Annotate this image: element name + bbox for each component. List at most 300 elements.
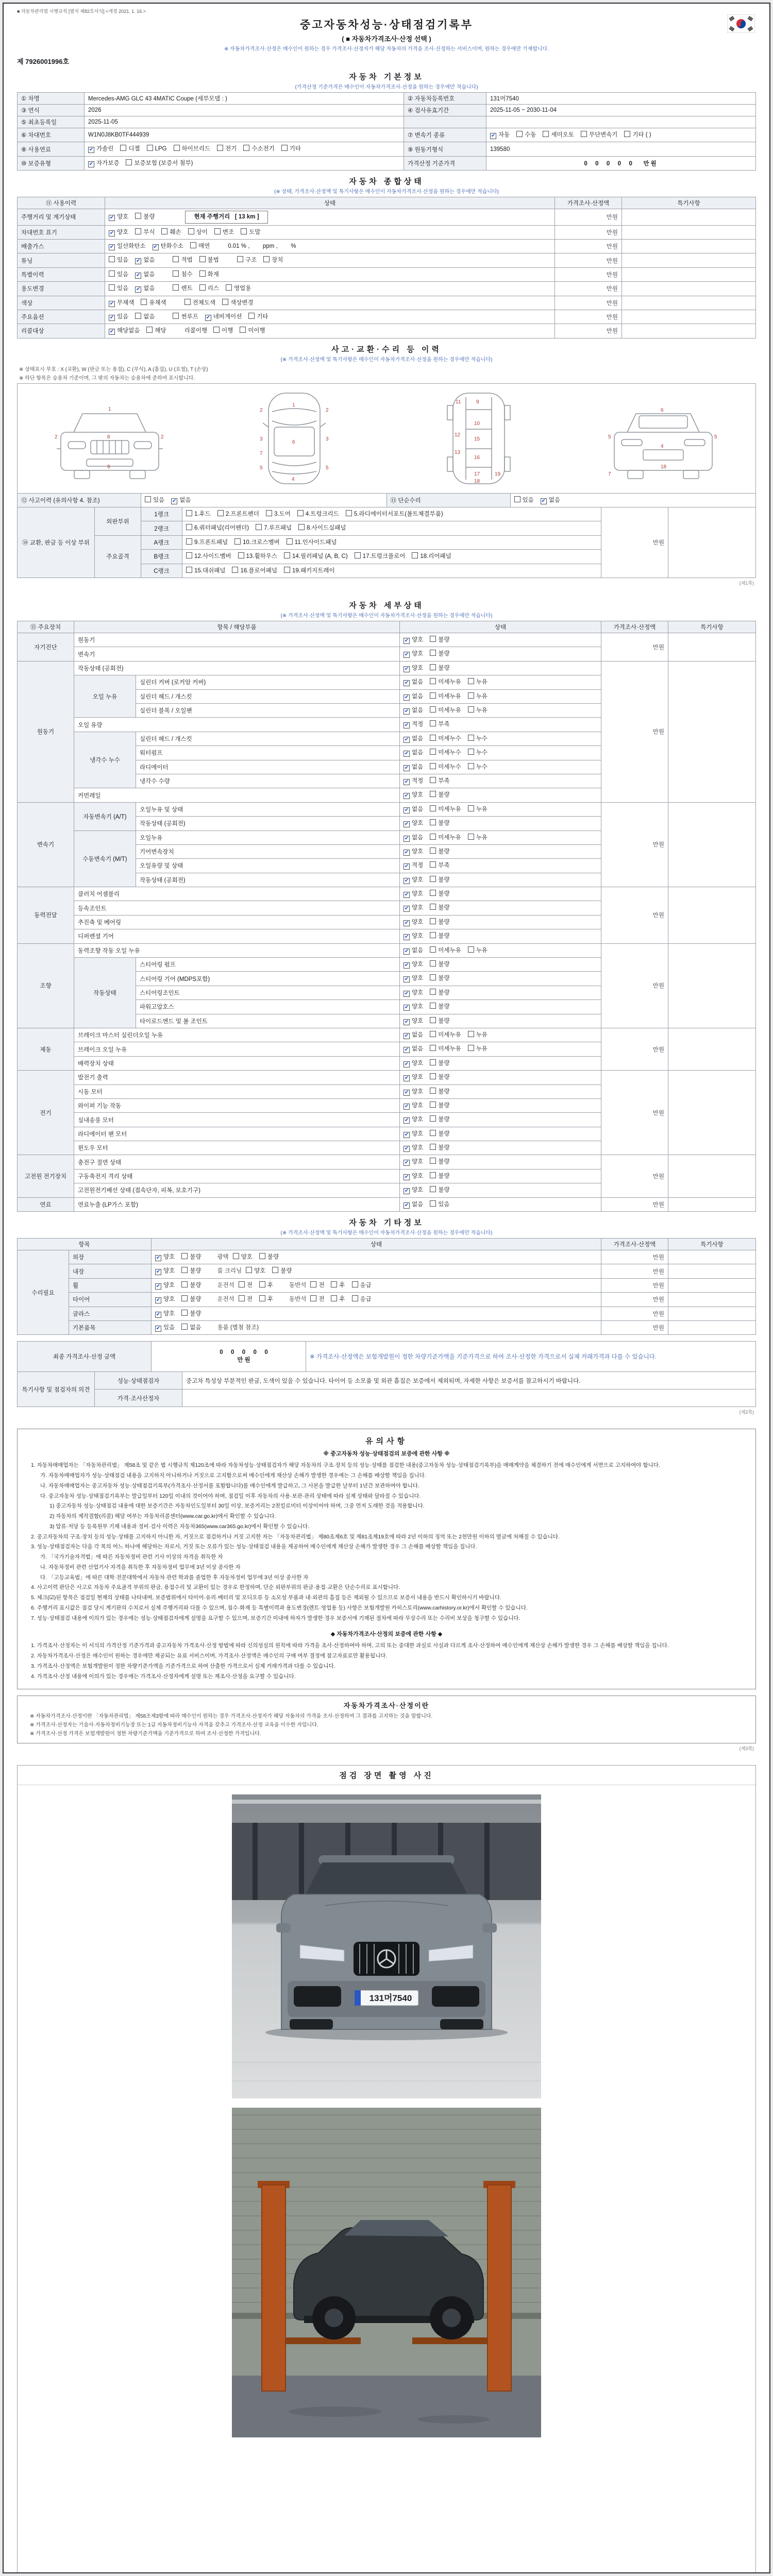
checkbox-option[interactable] bbox=[430, 819, 449, 828]
checkbox-checked[interactable]: ✔ bbox=[404, 1117, 409, 1124]
checkbox-option[interactable] bbox=[246, 1266, 265, 1276]
checkbox-option[interactable] bbox=[430, 1016, 449, 1026]
checkbox-unchecked[interactable] bbox=[232, 567, 238, 573]
checkbox-unchecked[interactable] bbox=[297, 510, 304, 516]
checkbox-option[interactable] bbox=[259, 1281, 273, 1290]
checkbox-option[interactable] bbox=[624, 130, 651, 140]
checkbox-unchecked[interactable] bbox=[145, 496, 151, 502]
checkbox-option[interactable] bbox=[404, 762, 423, 772]
checkbox-option[interactable] bbox=[155, 1266, 175, 1276]
checkbox-unchecked[interactable] bbox=[430, 960, 436, 967]
checkbox-option[interactable] bbox=[404, 1143, 423, 1153]
checkbox-option[interactable] bbox=[272, 1266, 292, 1276]
checkbox-option[interactable] bbox=[213, 326, 233, 335]
checkbox-option[interactable] bbox=[404, 1101, 423, 1110]
checkbox-option[interactable] bbox=[404, 649, 423, 658]
checkbox-option[interactable] bbox=[430, 1115, 449, 1124]
checkbox-option[interactable] bbox=[430, 776, 449, 786]
checkbox-option[interactable] bbox=[404, 861, 423, 870]
checkbox-option[interactable] bbox=[147, 144, 167, 154]
checkbox-unchecked[interactable] bbox=[430, 918, 436, 924]
checkbox-option[interactable] bbox=[430, 1002, 449, 1011]
checkbox-unchecked[interactable] bbox=[430, 692, 436, 699]
checkbox-unchecked[interactable] bbox=[430, 989, 436, 995]
checkbox-checked[interactable]: ✔ bbox=[136, 272, 141, 278]
checkbox-option[interactable] bbox=[298, 523, 346, 533]
checkbox-unchecked[interactable] bbox=[181, 1295, 188, 1301]
checkbox-checked[interactable]: ✔ bbox=[404, 962, 409, 969]
checkbox-option[interactable] bbox=[404, 1185, 423, 1195]
checkbox-option[interactable] bbox=[263, 256, 283, 265]
checkbox-checked[interactable]: ✔ bbox=[404, 1188, 409, 1194]
checkbox-checked[interactable]: ✔ bbox=[404, 892, 409, 898]
checkbox-unchecked[interactable] bbox=[287, 538, 293, 545]
checkbox-option[interactable] bbox=[155, 1295, 175, 1304]
checkbox-unchecked[interactable] bbox=[222, 299, 228, 305]
checkbox-unchecked[interactable] bbox=[543, 131, 549, 137]
checkbox-option[interactable] bbox=[145, 496, 164, 505]
checkbox-option[interactable] bbox=[543, 130, 574, 140]
checkbox-option[interactable] bbox=[214, 228, 234, 237]
checkbox-checked[interactable]: ✔ bbox=[156, 1269, 161, 1275]
checkbox-unchecked[interactable] bbox=[430, 1200, 436, 1207]
checkbox-unchecked[interactable] bbox=[430, 805, 436, 811]
checkbox-unchecked[interactable] bbox=[468, 834, 474, 840]
checkbox-option[interactable] bbox=[430, 1073, 449, 1082]
checkbox-option[interactable] bbox=[243, 144, 274, 154]
checkbox-checked[interactable]: ✔ bbox=[404, 1131, 409, 1138]
checkbox-option[interactable] bbox=[331, 1295, 345, 1304]
checkbox-option[interactable] bbox=[412, 552, 451, 561]
checkbox-unchecked[interactable] bbox=[468, 749, 474, 755]
checkbox-option[interactable] bbox=[233, 1252, 253, 1262]
checkbox-option[interactable] bbox=[430, 762, 461, 772]
checkbox-unchecked[interactable] bbox=[272, 1267, 278, 1273]
checkbox-checked[interactable]: ✔ bbox=[404, 694, 409, 700]
checkbox-checked[interactable]: ✔ bbox=[404, 835, 409, 841]
checkbox-unchecked[interactable] bbox=[430, 904, 436, 910]
checkbox-option[interactable] bbox=[430, 1129, 449, 1139]
checkbox-option[interactable] bbox=[173, 256, 192, 265]
checkbox-unchecked[interactable] bbox=[146, 327, 153, 333]
checkbox-option[interactable] bbox=[430, 635, 449, 645]
checkbox-option[interactable] bbox=[404, 748, 423, 757]
checkbox-checked[interactable]: ✔ bbox=[156, 1311, 161, 1317]
checkbox-option[interactable] bbox=[109, 228, 128, 237]
checkbox-unchecked[interactable] bbox=[186, 510, 192, 516]
checkbox-option[interactable] bbox=[468, 706, 488, 715]
checkbox-option[interactable] bbox=[468, 677, 488, 687]
checkbox-unchecked[interactable] bbox=[237, 256, 243, 262]
checkbox-checked[interactable]: ✔ bbox=[206, 314, 210, 320]
checkbox-checked[interactable]: ✔ bbox=[404, 765, 409, 771]
checkbox-checked[interactable]: ✔ bbox=[109, 215, 114, 221]
checkbox-option[interactable] bbox=[430, 734, 461, 743]
checkbox-unchecked[interactable] bbox=[213, 327, 220, 333]
checkbox-option[interactable] bbox=[109, 256, 128, 265]
checkbox-option[interactable] bbox=[468, 1044, 488, 1054]
checkbox-unchecked[interactable] bbox=[266, 510, 272, 516]
checkbox-unchecked[interactable] bbox=[430, 791, 436, 797]
checkbox-option[interactable] bbox=[226, 284, 251, 293]
checkbox-option[interactable] bbox=[468, 805, 488, 814]
checkbox-unchecked[interactable] bbox=[186, 552, 192, 558]
checkbox-option[interactable] bbox=[186, 552, 231, 561]
checkbox-option[interactable] bbox=[404, 664, 423, 673]
checkbox-unchecked[interactable] bbox=[259, 1295, 265, 1301]
checkbox-unchecked[interactable] bbox=[284, 567, 290, 573]
checkbox-unchecked[interactable] bbox=[281, 145, 288, 151]
checkbox-checked[interactable]: ✔ bbox=[404, 1160, 409, 1166]
checkbox-unchecked[interactable] bbox=[430, 1088, 436, 1094]
checkbox-option[interactable] bbox=[430, 720, 449, 729]
checkbox-option[interactable] bbox=[404, 1016, 423, 1026]
checkbox-option[interactable] bbox=[404, 1157, 423, 1166]
checkbox-option[interactable] bbox=[490, 130, 510, 140]
checkbox-option[interactable] bbox=[181, 1266, 201, 1276]
checkbox-checked[interactable]: ✔ bbox=[156, 1297, 161, 1303]
checkbox-unchecked[interactable] bbox=[239, 1281, 245, 1287]
checkbox-option[interactable] bbox=[468, 833, 488, 842]
checkbox-option[interactable] bbox=[135, 212, 155, 222]
checkbox-option[interactable] bbox=[404, 805, 423, 814]
checkbox-checked[interactable]: ✔ bbox=[404, 807, 409, 813]
checkbox-unchecked[interactable] bbox=[430, 650, 436, 656]
checkbox-option[interactable] bbox=[266, 510, 291, 519]
checkbox-option[interactable] bbox=[109, 242, 146, 251]
checkbox-option[interactable] bbox=[199, 284, 219, 293]
checkbox-unchecked[interactable] bbox=[310, 1295, 316, 1301]
checkbox-checked[interactable]: ✔ bbox=[404, 906, 409, 912]
checkbox-checked[interactable]: ✔ bbox=[404, 793, 409, 799]
checkbox-checked[interactable]: ✔ bbox=[156, 1255, 161, 1261]
checkbox-unchecked[interactable] bbox=[141, 299, 147, 305]
checkbox-option[interactable] bbox=[259, 1295, 273, 1304]
checkbox-checked[interactable]: ✔ bbox=[404, 708, 409, 714]
checkbox-checked[interactable]: ✔ bbox=[404, 863, 409, 870]
checkbox-checked[interactable]: ✔ bbox=[404, 821, 409, 827]
checkbox-unchecked[interactable] bbox=[430, 1115, 436, 1122]
checkbox-option[interactable] bbox=[161, 228, 181, 237]
checkbox-unchecked[interactable] bbox=[284, 552, 290, 558]
checkbox-checked[interactable]: ✔ bbox=[404, 638, 409, 644]
checkbox-unchecked[interactable] bbox=[186, 524, 192, 530]
checkbox-option[interactable] bbox=[355, 552, 406, 561]
checkbox-option[interactable] bbox=[430, 988, 449, 997]
checkbox-option[interactable] bbox=[430, 1101, 449, 1110]
checkbox-unchecked[interactable] bbox=[331, 1281, 337, 1287]
checkbox-checked[interactable]: ✔ bbox=[404, 1075, 409, 1081]
checkbox-checked[interactable]: ✔ bbox=[172, 498, 177, 504]
checkbox-unchecked[interactable] bbox=[259, 1253, 265, 1259]
checkbox-checked[interactable]: ✔ bbox=[404, 1019, 409, 1025]
checkbox-option[interactable] bbox=[287, 538, 337, 547]
checkbox-option[interactable] bbox=[109, 212, 128, 222]
checkbox-unchecked[interactable] bbox=[430, 1172, 436, 1178]
checkbox-unchecked[interactable] bbox=[430, 1045, 436, 1051]
checkbox-unchecked[interactable] bbox=[468, 735, 474, 741]
checkbox-option[interactable] bbox=[109, 312, 128, 321]
checkbox-unchecked[interactable] bbox=[173, 284, 179, 291]
checkbox-unchecked[interactable] bbox=[310, 1281, 316, 1287]
checkbox-option[interactable] bbox=[88, 159, 119, 168]
checkbox-unchecked[interactable] bbox=[226, 284, 232, 291]
checkbox-checked[interactable]: ✔ bbox=[404, 976, 409, 982]
checkbox-option[interactable] bbox=[468, 762, 488, 772]
checkbox-option[interactable] bbox=[404, 918, 423, 927]
checkbox-option[interactable] bbox=[404, 946, 423, 955]
checkbox-checked[interactable]: ✔ bbox=[404, 1103, 409, 1109]
checkbox-option[interactable] bbox=[404, 1044, 423, 1054]
checkbox-option[interactable] bbox=[205, 312, 242, 321]
checkbox-option[interactable] bbox=[126, 159, 193, 168]
checkbox-option[interactable] bbox=[404, 635, 423, 645]
checkbox-unchecked[interactable] bbox=[233, 1253, 239, 1259]
checkbox-option[interactable] bbox=[135, 284, 155, 293]
checkbox-unchecked[interactable] bbox=[352, 1295, 358, 1301]
checkbox-checked[interactable]: ✔ bbox=[404, 1061, 409, 1067]
checkbox-unchecked[interactable] bbox=[120, 145, 126, 151]
checkbox-unchecked[interactable] bbox=[173, 313, 179, 319]
checkbox-option[interactable] bbox=[430, 805, 461, 814]
checkbox-option[interactable] bbox=[346, 510, 443, 519]
checkbox-unchecked[interactable] bbox=[430, 735, 436, 741]
checkbox-option[interactable] bbox=[430, 677, 461, 687]
checkbox-option[interactable] bbox=[430, 649, 449, 658]
checkbox-option[interactable] bbox=[430, 875, 449, 885]
checkbox-checked[interactable]: ✔ bbox=[404, 934, 409, 940]
checkbox-option[interactable] bbox=[430, 1087, 449, 1096]
checkbox-option[interactable] bbox=[468, 946, 488, 955]
checkbox-option[interactable] bbox=[331, 1281, 345, 1290]
checkbox-unchecked[interactable] bbox=[430, 1186, 436, 1192]
checkbox-option[interactable] bbox=[256, 523, 292, 533]
checkbox-option[interactable] bbox=[404, 931, 423, 941]
checkbox-unchecked[interactable] bbox=[199, 256, 206, 262]
checkbox-unchecked[interactable] bbox=[181, 1310, 188, 1316]
checkbox-checked[interactable]: ✔ bbox=[404, 1005, 409, 1011]
checkbox-option[interactable] bbox=[430, 1200, 449, 1209]
checkbox-option[interactable] bbox=[153, 242, 183, 251]
checkbox-checked[interactable]: ✔ bbox=[404, 652, 409, 658]
checkbox-unchecked[interactable] bbox=[355, 552, 361, 558]
checkbox-unchecked[interactable] bbox=[241, 228, 247, 234]
checkbox-unchecked[interactable] bbox=[109, 256, 115, 262]
checkbox-option[interactable] bbox=[430, 861, 449, 870]
checkbox-unchecked[interactable] bbox=[186, 567, 192, 573]
checkbox-unchecked[interactable] bbox=[135, 213, 141, 219]
checkbox-unchecked[interactable] bbox=[239, 1295, 245, 1301]
checkbox-option[interactable] bbox=[199, 256, 219, 265]
checkbox-option[interactable] bbox=[404, 1073, 423, 1082]
checkbox-option[interactable] bbox=[109, 326, 140, 335]
checkbox-unchecked[interactable] bbox=[430, 819, 436, 825]
checkbox-unchecked[interactable] bbox=[468, 763, 474, 769]
checkbox-option[interactable] bbox=[404, 706, 423, 715]
checkbox-unchecked[interactable] bbox=[181, 1253, 188, 1259]
checkbox-checked[interactable]: ✔ bbox=[404, 948, 409, 954]
checkbox-unchecked[interactable] bbox=[199, 284, 206, 291]
checkbox-option[interactable] bbox=[430, 918, 449, 927]
checkbox-option[interactable] bbox=[404, 1030, 423, 1040]
checkbox-unchecked[interactable] bbox=[240, 327, 246, 333]
checkbox-option[interactable] bbox=[430, 692, 461, 701]
checkbox-option[interactable] bbox=[404, 875, 423, 885]
checkbox-option[interactable] bbox=[88, 144, 113, 154]
checkbox-option[interactable] bbox=[404, 1129, 423, 1139]
checkbox-unchecked[interactable] bbox=[430, 932, 436, 938]
checkbox-checked[interactable]: ✔ bbox=[156, 1326, 161, 1331]
checkbox-option[interactable] bbox=[404, 1002, 423, 1011]
checkbox-unchecked[interactable] bbox=[135, 313, 141, 319]
checkbox-option[interactable] bbox=[239, 1295, 253, 1304]
checkbox-option[interactable] bbox=[430, 931, 449, 941]
checkbox-option[interactable] bbox=[217, 510, 259, 519]
checkbox-option[interactable] bbox=[181, 1281, 201, 1290]
checkbox-option[interactable] bbox=[141, 298, 166, 308]
checkbox-option[interactable] bbox=[234, 538, 280, 547]
checkbox-unchecked[interactable] bbox=[135, 228, 141, 234]
checkbox-option[interactable] bbox=[404, 720, 423, 729]
checkbox-unchecked[interactable] bbox=[468, 1045, 474, 1051]
checkbox-unchecked[interactable] bbox=[430, 678, 436, 684]
checkbox-option[interactable] bbox=[239, 1281, 253, 1290]
checkbox-checked[interactable]: ✔ bbox=[109, 300, 114, 307]
checkbox-option[interactable] bbox=[186, 510, 211, 519]
checkbox-unchecked[interactable] bbox=[331, 1295, 337, 1301]
checkbox-option[interactable] bbox=[430, 1030, 461, 1040]
checkbox-checked[interactable]: ✔ bbox=[404, 1047, 409, 1053]
checkbox-unchecked[interactable] bbox=[430, 1130, 436, 1136]
checkbox-option[interactable] bbox=[404, 988, 423, 997]
checkbox-unchecked[interactable] bbox=[184, 299, 191, 305]
checkbox-option[interactable] bbox=[516, 130, 536, 140]
checkbox-option[interactable] bbox=[186, 538, 228, 547]
checkbox-option[interactable] bbox=[199, 270, 219, 279]
checkbox-option[interactable] bbox=[155, 1252, 175, 1262]
checkbox-option[interactable] bbox=[404, 833, 423, 842]
checkbox-option[interactable] bbox=[404, 734, 423, 743]
checkbox-unchecked[interactable] bbox=[430, 706, 436, 713]
checkbox-unchecked[interactable] bbox=[468, 1031, 474, 1037]
checkbox-option[interactable] bbox=[155, 1309, 175, 1318]
checkbox-option[interactable] bbox=[241, 228, 260, 237]
checkbox-option[interactable] bbox=[109, 284, 128, 293]
checkbox-option[interactable] bbox=[240, 326, 265, 335]
checkbox-unchecked[interactable] bbox=[624, 131, 630, 137]
checkbox-option[interactable] bbox=[135, 228, 155, 237]
checkbox-unchecked[interactable] bbox=[199, 270, 206, 277]
checkbox-checked[interactable]: ✔ bbox=[89, 147, 94, 153]
checkbox-option[interactable] bbox=[109, 270, 128, 279]
checkbox-unchecked[interactable] bbox=[430, 749, 436, 755]
checkbox-option[interactable] bbox=[430, 748, 461, 757]
checkbox-option[interactable] bbox=[174, 144, 211, 154]
checkbox-unchecked[interactable] bbox=[109, 270, 115, 277]
checkbox-option[interactable] bbox=[181, 1323, 201, 1332]
checkbox-option[interactable] bbox=[430, 706, 461, 715]
checkbox-checked[interactable]: ✔ bbox=[404, 849, 409, 855]
checkbox-option[interactable] bbox=[430, 1044, 461, 1054]
checkbox-option[interactable] bbox=[146, 326, 166, 335]
checkbox-unchecked[interactable] bbox=[188, 228, 194, 234]
checkbox-option[interactable] bbox=[514, 496, 534, 505]
checkbox-option[interactable] bbox=[404, 776, 423, 786]
checkbox-option[interactable] bbox=[430, 847, 449, 856]
checkbox-option[interactable] bbox=[404, 974, 423, 983]
checkbox-unchecked[interactable] bbox=[214, 228, 221, 234]
checkbox-option[interactable] bbox=[190, 242, 210, 251]
checkbox-checked[interactable]: ✔ bbox=[404, 877, 409, 884]
checkbox-unchecked[interactable] bbox=[430, 763, 436, 769]
checkbox-option[interactable] bbox=[404, 677, 423, 687]
checkbox-unchecked[interactable] bbox=[217, 510, 224, 516]
checkbox-option[interactable] bbox=[404, 692, 423, 701]
checkbox-option[interactable] bbox=[404, 889, 423, 899]
checkbox-unchecked[interactable] bbox=[263, 256, 270, 262]
checkbox-option[interactable] bbox=[135, 270, 155, 279]
checkbox-option[interactable] bbox=[135, 256, 155, 265]
checkbox-option[interactable] bbox=[404, 1172, 423, 1181]
checkbox-unchecked[interactable] bbox=[430, 636, 436, 642]
checkbox-unchecked[interactable] bbox=[430, 1059, 436, 1065]
checkbox-option[interactable] bbox=[222, 298, 253, 308]
checkbox-option[interactable] bbox=[430, 903, 449, 912]
checkbox-option[interactable] bbox=[186, 523, 249, 533]
checkbox-option[interactable] bbox=[181, 1309, 201, 1318]
checkbox-unchecked[interactable] bbox=[581, 131, 587, 137]
checkbox-unchecked[interactable] bbox=[190, 242, 196, 248]
checkbox-unchecked[interactable] bbox=[234, 538, 241, 545]
checkbox-unchecked[interactable] bbox=[430, 848, 436, 854]
checkbox-checked[interactable]: ✔ bbox=[109, 314, 114, 320]
checkbox-unchecked[interactable] bbox=[430, 876, 436, 882]
checkbox-option[interactable] bbox=[404, 1087, 423, 1096]
checkbox-option[interactable] bbox=[430, 1172, 449, 1181]
checkbox-option[interactable] bbox=[404, 1059, 423, 1068]
checkbox-option[interactable] bbox=[404, 847, 423, 856]
checkbox-option[interactable] bbox=[120, 144, 140, 154]
checkbox-option[interactable] bbox=[468, 734, 488, 743]
checkbox-option[interactable] bbox=[237, 256, 257, 265]
checkbox-option[interactable] bbox=[430, 1185, 449, 1195]
checkbox-unchecked[interactable] bbox=[248, 313, 255, 319]
checkbox-unchecked[interactable] bbox=[430, 1101, 436, 1108]
checkbox-checked[interactable]: ✔ bbox=[404, 1089, 409, 1095]
checkbox-unchecked[interactable] bbox=[430, 946, 436, 953]
checkbox-unchecked[interactable] bbox=[352, 1281, 358, 1287]
checkbox-checked[interactable]: ✔ bbox=[404, 1032, 409, 1039]
checkbox-unchecked[interactable] bbox=[243, 145, 249, 151]
checkbox-unchecked[interactable] bbox=[246, 1267, 252, 1273]
checkbox-checked[interactable]: ✔ bbox=[136, 286, 141, 293]
checkbox-option[interactable] bbox=[468, 692, 488, 701]
checkbox-option[interactable] bbox=[155, 1281, 175, 1290]
checkbox-option[interactable] bbox=[181, 1295, 201, 1304]
checkbox-checked[interactable]: ✔ bbox=[404, 1202, 409, 1208]
checkbox-option[interactable] bbox=[404, 903, 423, 912]
checkbox-option[interactable] bbox=[184, 298, 215, 308]
checkbox-unchecked[interactable] bbox=[173, 270, 179, 277]
checkbox-option[interactable] bbox=[284, 566, 335, 575]
checkbox-option[interactable] bbox=[232, 566, 277, 575]
checkbox-checked[interactable]: ✔ bbox=[404, 920, 409, 926]
checkbox-option[interactable] bbox=[352, 1295, 372, 1304]
checkbox-unchecked[interactable] bbox=[346, 510, 352, 516]
checkbox-unchecked[interactable] bbox=[109, 284, 115, 291]
checkbox-option[interactable] bbox=[430, 889, 449, 899]
checkbox-checked[interactable]: ✔ bbox=[156, 1283, 161, 1289]
